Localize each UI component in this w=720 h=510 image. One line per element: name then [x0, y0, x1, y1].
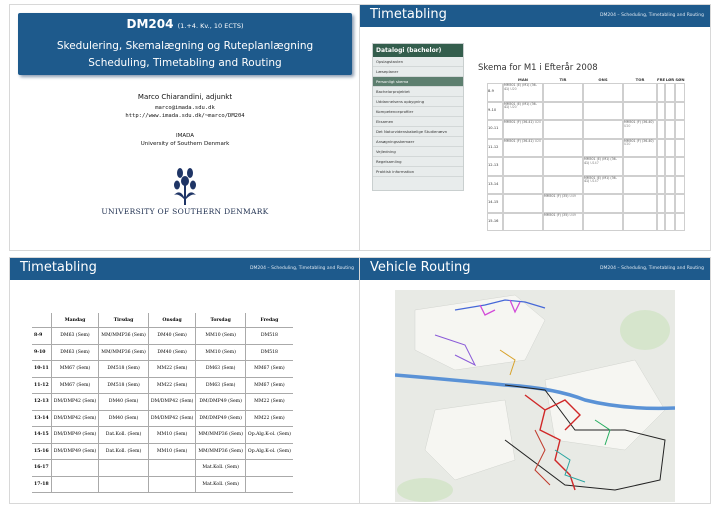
- schedule-cell: [665, 102, 675, 121]
- time-label: 13-14: [488, 181, 499, 186]
- time-label: 9-10: [32, 344, 51, 361]
- schedule-cell: [623, 102, 657, 121]
- university-logo-icon: [160, 165, 210, 207]
- schedule-cell: [675, 194, 685, 213]
- schedule-cell: [543, 139, 583, 158]
- schedule-event[interactable]: [624, 121, 656, 128]
- timetabling-slide-table: [10, 258, 360, 503]
- schedule-cell: [623, 176, 657, 195]
- event-course: MM501 (E) (M1) (36-41): [584, 157, 617, 165]
- table-cell: DM/DMP49 (Sem): [51, 443, 99, 460]
- table-row: [32, 427, 293, 444]
- schedule-cell: [487, 83, 503, 102]
- table-cell: DM40 (Sem): [148, 328, 196, 345]
- table-cell: [51, 460, 99, 477]
- event-course: MM501 (F) (35): [544, 212, 569, 217]
- schedule-event[interactable]: [624, 140, 656, 147]
- time-label: 8-9: [32, 328, 51, 345]
- university-logo-text: UNIVERSITY OF SOUTHERN DENMARK: [101, 207, 269, 216]
- table-cell: MM67 (Sem): [245, 377, 292, 394]
- table-cell: MM22 (Sem): [245, 410, 292, 427]
- schedule-cell: [675, 139, 685, 158]
- table-cell: DM518: [245, 344, 292, 361]
- schedule-event[interactable]: [504, 121, 542, 125]
- table-cell: DM63 (Sem): [196, 377, 246, 394]
- event-room: U20: [624, 142, 631, 147]
- table-cell: [148, 476, 196, 493]
- event-course: MM501 (E) (M1) (36-41): [504, 101, 537, 110]
- email: marco@imada.sdu.dk: [155, 105, 215, 111]
- event-room: U20: [533, 120, 542, 124]
- schedule-cell: [657, 213, 665, 232]
- table-cell: DM518 (Sem): [99, 361, 149, 378]
- table-cell: DM40 (Sem): [99, 410, 149, 427]
- slide-footer: DM204 – Scheduling, Timetabling and Routing: [600, 13, 704, 18]
- time-label: 16-17: [32, 460, 51, 477]
- table-cell: Mat.Koll. (Sem): [196, 476, 246, 493]
- event-course: MM501 (F) (36-40): [624, 138, 654, 143]
- schedule-cell: [675, 102, 685, 121]
- schedule-cell: [487, 120, 503, 139]
- table-cell: [99, 476, 149, 493]
- park-area: [397, 478, 453, 502]
- weekly-timetable: [32, 313, 293, 493]
- day-header: ONS: [598, 77, 608, 82]
- schedule-cell: [503, 176, 543, 195]
- time-label: 8-9: [488, 89, 494, 93]
- schedule-cell: [675, 120, 685, 139]
- table-cell: [99, 460, 149, 477]
- sidebar-item[interactable]: Det Naturvidenskabelige Studienævn: [373, 127, 463, 137]
- slide-footer: DM204 – Scheduling, Timetabling and Routing: [250, 266, 354, 271]
- table-cell: MM/MMP36 (Sem): [196, 427, 246, 444]
- table-cell: DM40 (Sem): [148, 344, 196, 361]
- slide-footer: DM204 – Scheduling, Timetabling and Routing: [600, 266, 704, 271]
- schedule-cell: [487, 139, 503, 158]
- event-room: U49: [568, 194, 576, 198]
- schedule-event[interactable]: [544, 214, 582, 218]
- event-course: MM501 (E) (M1) (36-41): [584, 175, 617, 184]
- table-cell: DM518 (Sem): [99, 377, 149, 394]
- table-cell: Op.Alg.K-ol. (Sem): [245, 427, 292, 444]
- vehicle-routing-slide: [360, 258, 710, 503]
- table-cell: DM/DMP42 (Sem): [148, 394, 196, 411]
- table-cell: MM22 (Sem): [245, 394, 292, 411]
- table-row: [32, 344, 293, 361]
- table-cell: Op.Alg.K-ol. (Sem): [245, 443, 292, 460]
- table-cell: [245, 476, 292, 493]
- event-course: MM501 (F) (35): [544, 194, 569, 198]
- schedule-cell: [583, 194, 623, 213]
- table-cell: [51, 476, 99, 493]
- table-cell: Mat.Koll. (Sem): [196, 460, 246, 477]
- event-room: U49: [568, 212, 576, 217]
- time-label: 12-13: [488, 163, 499, 167]
- title-danish: Skedulering, Skemalægning og Ruteplanlægning: [56, 40, 314, 52]
- schedule-cell: [657, 102, 665, 121]
- table-cell: DM/DMP42 (Sem): [51, 410, 99, 427]
- title-box: [18, 13, 352, 75]
- schedule-title: Skema for M1 i Efterår 2008: [478, 63, 598, 73]
- slide-header: [360, 258, 710, 280]
- time-label: 14-15: [32, 427, 51, 444]
- schedule-cell: [657, 176, 665, 195]
- time-label: 12-13: [32, 394, 51, 411]
- table-cell: MM67 (Sem): [51, 361, 99, 378]
- sidebar-item[interactable]: Bachelorprojektet: [373, 87, 463, 97]
- park-area: [620, 310, 670, 350]
- schedule-event[interactable]: [504, 84, 542, 91]
- time-label: 17-18: [32, 476, 51, 493]
- event-course: MM501 (F) (36-41): [504, 138, 534, 143]
- table-cell: DM40 (Sem): [99, 394, 149, 411]
- schedule-cell: [623, 157, 657, 176]
- sidebar-item[interactable]: Praktisk information: [373, 167, 463, 177]
- timetabling-slide-web: [360, 5, 710, 250]
- table-row: [32, 476, 293, 493]
- course-term: (1.+4. Kv., 10 ECTS): [177, 22, 244, 30]
- course-url: http://www.imada.sdu.dk/~marco/DM204: [125, 113, 245, 119]
- schedule-cell: [657, 194, 665, 213]
- sidebar-item[interactable]: Eksamen: [373, 117, 463, 127]
- day-header: Onsdag: [148, 313, 196, 328]
- sidebar-title: Datalogi (bachelor): [373, 44, 463, 57]
- schedule-cell: [543, 83, 583, 102]
- time-label: 13-14: [32, 410, 51, 427]
- day-header: Tirsdag: [99, 313, 149, 328]
- sidebar-item[interactable]: Personligt skema: [373, 77, 463, 87]
- schedule-cell: [583, 213, 623, 232]
- title-english: Scheduling, Timetabling and Routing: [88, 57, 282, 69]
- table-cell: MM/MMP36 (Sem): [99, 344, 149, 361]
- schedule-cell: [657, 83, 665, 102]
- slide-title: Timetabling: [20, 260, 97, 275]
- event-room: U20: [624, 123, 631, 128]
- schedule-cell: [543, 120, 583, 139]
- table-cell: MM10 (Sem): [196, 344, 246, 361]
- day-header: TOR: [635, 77, 645, 82]
- schedule-cell: [665, 194, 675, 213]
- table-cell: MM22 (Sem): [148, 361, 196, 378]
- table-cell: DM63 (Sem): [51, 328, 99, 345]
- table-cell: [148, 460, 196, 477]
- table-cell: Dat.Koll. (Sem): [99, 427, 149, 444]
- slide-header: [360, 5, 710, 27]
- title-slide: [10, 5, 360, 250]
- schedule-cell: [487, 176, 503, 195]
- schedule-cell: [665, 120, 675, 139]
- sidebar-item[interactable]: Vejledning: [373, 147, 463, 157]
- day-header: MAN: [518, 77, 528, 82]
- slide-title: Vehicle Routing: [370, 260, 471, 275]
- schedule-cell: [487, 102, 503, 121]
- schedule-cell: [665, 139, 675, 158]
- author: Marco Chiarandini, adjunkt: [137, 93, 233, 101]
- schedule-grid: [487, 77, 685, 235]
- table-cell: DM/DMP42 (Sem): [148, 410, 196, 427]
- table-row: [32, 361, 293, 378]
- time-label: 11-12: [32, 377, 51, 394]
- schedule-cell: [665, 176, 675, 195]
- table-cell: MM22 (Sem): [148, 377, 196, 394]
- schedule-event[interactable]: [584, 177, 622, 184]
- schedule-cell: [623, 213, 657, 232]
- schedule-cell: [503, 194, 543, 213]
- table-cell: MM10 (Sem): [148, 443, 196, 460]
- table-cell: MM67 (Sem): [245, 361, 292, 378]
- sidebar-item[interactable]: Opslagstavlen: [373, 57, 463, 67]
- table-row: [32, 394, 293, 411]
- table-row: [32, 377, 293, 394]
- schedule-cell: [657, 157, 665, 176]
- department: IMADA: [175, 133, 195, 139]
- table-cell: DM63 (Sem): [51, 344, 99, 361]
- table-cell: DM/DMP49 (Sem): [51, 427, 99, 444]
- schedule-cell: [583, 83, 623, 102]
- slide-title: Timetabling: [370, 7, 447, 22]
- schedule-cell: [487, 213, 503, 232]
- sidebar-item[interactable]: Læseplaner: [373, 67, 463, 77]
- table-cell: DM/DMP49 (Sem): [196, 394, 246, 411]
- event-room: U20: [533, 138, 542, 143]
- course-code: DM204: [126, 17, 174, 31]
- schedule-cell: [487, 157, 503, 176]
- schedule-cell: [623, 83, 657, 102]
- time-label: 10-11: [32, 361, 51, 378]
- table-cell: DM/DMP42 (Sem): [51, 394, 99, 411]
- day-header: Torsdag: [196, 313, 246, 328]
- table-cell: MM/MMP36 (Sem): [196, 443, 246, 460]
- event-course: MM501 (F) (36-41): [504, 120, 534, 124]
- sidebar-menu: [372, 43, 464, 191]
- time-label: 14-15: [488, 200, 499, 204]
- day-header: SØN: [675, 77, 685, 82]
- event-course: MM501 (E) (M1) (36-41): [504, 83, 537, 91]
- schedule-cell: [583, 102, 623, 121]
- schedule-event[interactable]: [544, 195, 582, 199]
- table-cell: MM67 (Sem): [51, 377, 99, 394]
- day-header: LØR: [665, 77, 675, 82]
- schedule-event[interactable]: [584, 158, 622, 165]
- schedule-cell: [503, 213, 543, 232]
- schedule-event[interactable]: [504, 103, 542, 110]
- schedule-cell: [657, 139, 665, 158]
- event-course: MM501 (F) (36-40): [624, 120, 654, 124]
- event-room: U20: [509, 105, 517, 110]
- table-cell: DM/DMP49 (Sem): [196, 410, 246, 427]
- sidebar-item[interactable]: Regelsamling: [373, 157, 463, 167]
- schedule-cell: [503, 157, 543, 176]
- table-row: [32, 443, 293, 460]
- sidebar-item[interactable]: Ansøgningsskemaer: [373, 137, 463, 147]
- schedule-cell: [675, 83, 685, 102]
- table-cell: [245, 460, 292, 477]
- day-header: Fredag: [245, 313, 292, 328]
- schedule-cell: [675, 176, 685, 195]
- day-header: Mandag: [51, 313, 99, 328]
- time-label: 15-16: [32, 443, 51, 460]
- table-row: [32, 328, 293, 345]
- schedule-event[interactable]: [504, 140, 542, 144]
- table-cell: Dat.Koll. (Sem): [99, 443, 149, 460]
- university: University of Southern Denmark: [140, 141, 230, 147]
- schedule-cell: [623, 194, 657, 213]
- table-cell: MM/MMP36 (Sem): [99, 328, 149, 345]
- sidebar-item[interactable]: Uddannelsens opbygning: [373, 97, 463, 107]
- event-room: U147: [589, 160, 599, 165]
- sidebar-item[interactable]: Kompetenceprofiler: [373, 107, 463, 117]
- schedule-cell: [665, 83, 675, 102]
- time-label: 11-12: [488, 144, 499, 149]
- table-cell: DM63 (Sem): [196, 361, 246, 378]
- event-room: U20: [509, 86, 517, 91]
- schedule-cell: [583, 139, 623, 158]
- table-cell: DM518: [245, 328, 292, 345]
- schedule-cell: [657, 120, 665, 139]
- schedule-cell: [675, 157, 685, 176]
- schedule-cell: [665, 213, 675, 232]
- table-cell: MM10 (Sem): [196, 328, 246, 345]
- time-label: 15-16: [488, 218, 499, 223]
- schedule-cell: [543, 102, 583, 121]
- schedule-cell: [675, 213, 685, 232]
- schedule-cell: [583, 120, 623, 139]
- day-header: FRE: [657, 77, 666, 82]
- schedule-cell: [665, 157, 675, 176]
- table-row: [32, 410, 293, 427]
- corner-cell: [32, 313, 51, 328]
- table-cell: MM10 (Sem): [148, 427, 196, 444]
- schedule-cell: [543, 157, 583, 176]
- time-label: 9-10: [488, 107, 497, 112]
- schedule-cell: [543, 176, 583, 195]
- schedule-cell: [487, 194, 503, 213]
- event-room: U147: [589, 179, 599, 184]
- day-header: TIR: [559, 77, 567, 82]
- slide-header: [10, 258, 360, 280]
- time-label: 10-11: [488, 126, 499, 130]
- table-row: [32, 460, 293, 477]
- route-map: [395, 290, 675, 502]
